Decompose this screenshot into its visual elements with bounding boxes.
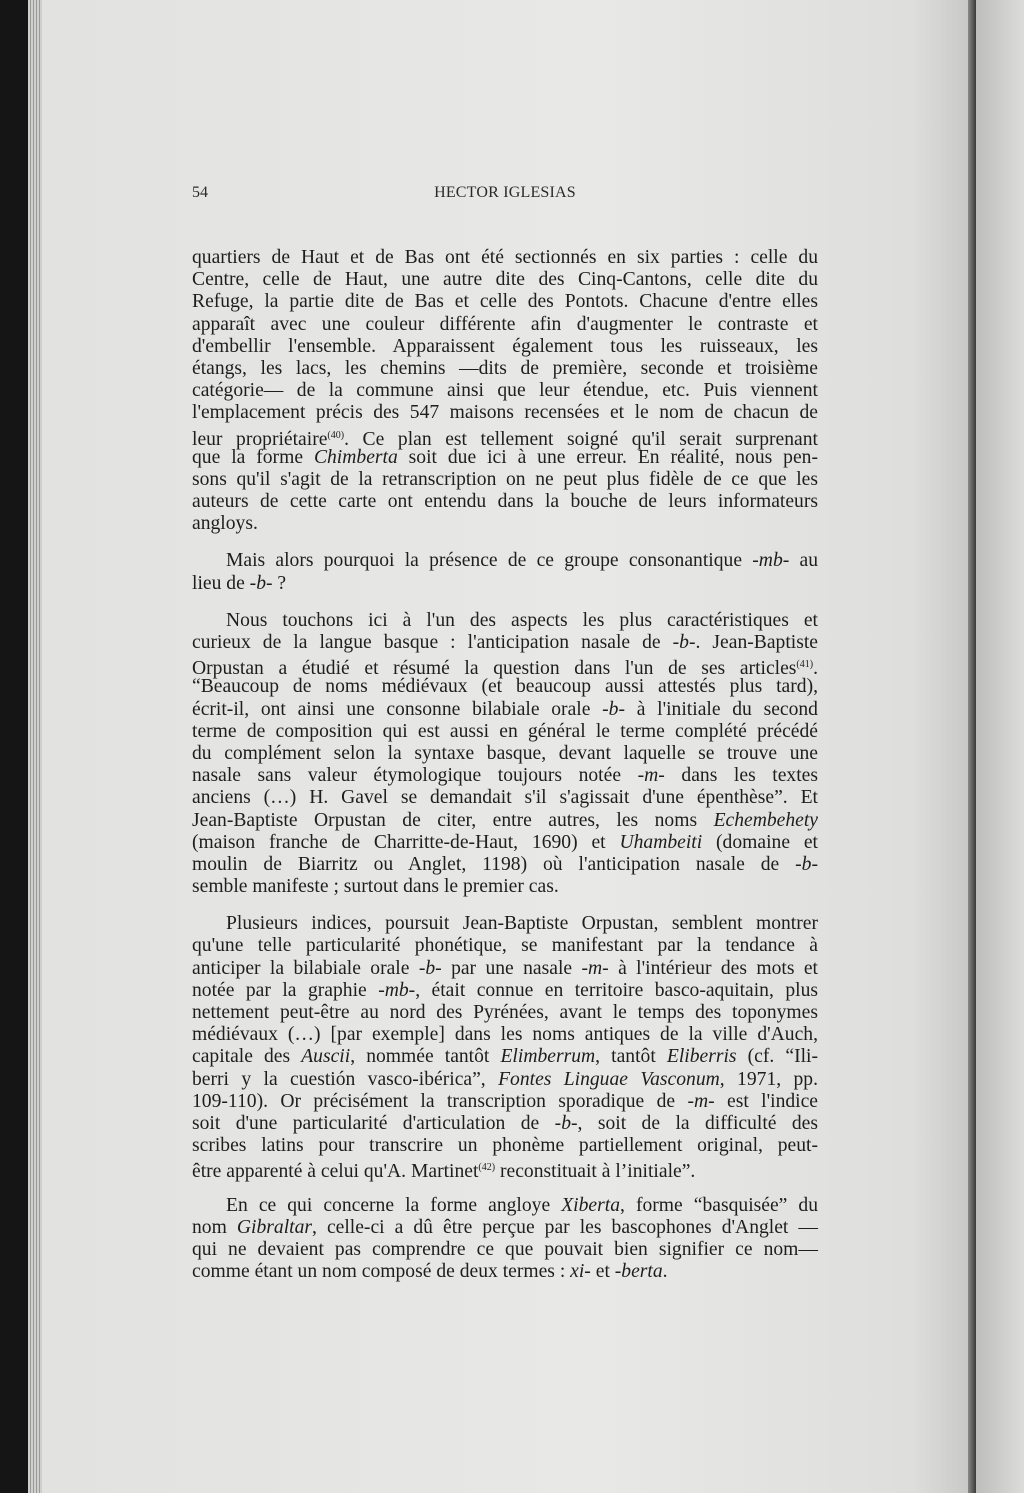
- text-line: [192, 336, 818, 358]
- italic-text: -berta: [614, 1261, 663, 1283]
- text-run: , 1971, pp.: [719, 1068, 818, 1090]
- text-run: (maison franche de Charritte-de-Haut, 1690) et: [192, 831, 620, 853]
- text-run: . Jean-Baptiste: [695, 632, 818, 653]
- text-run: Refuge, la partie dite de Bas et celle des Pontots. Chacune d'entre elles: [192, 291, 818, 313]
- text-line: [192, 469, 818, 491]
- text-line: [192, 935, 818, 957]
- text-run: angloys.: [192, 513, 258, 535]
- text-run: anciens (…) H. Gavel se demandait s'il s'agissait d'une épenthèse”. Et: [192, 787, 818, 809]
- text-line: [192, 632, 818, 654]
- text-line: [192, 876, 818, 898]
- text-run: 109-110). Or précisément la transcription sporadique de: [192, 1090, 688, 1112]
- text-run: .: [813, 658, 818, 680]
- text-line: [192, 550, 818, 572]
- text-run: apparaît avec une couleur différente afin d'augmenter le contraste et: [192, 313, 818, 335]
- text-run: dans les textes: [664, 765, 818, 787]
- text-line: [192, 743, 818, 765]
- text-run: l'emplacement précis des 547 maisons recensées et le nom de chacun de: [192, 402, 818, 424]
- text-line: [192, 380, 818, 402]
- italic-text: -m-: [637, 765, 665, 787]
- text-line: [192, 447, 818, 469]
- text-run: auteurs de cette carte ont entendu dans la bouche de leurs informateurs: [192, 491, 818, 513]
- text-run: , forme “basquisée” du: [620, 1194, 818, 1216]
- text-run: capitale des: [192, 1046, 302, 1068]
- paragraph: [192, 1195, 818, 1284]
- text-line: [192, 1091, 818, 1113]
- italic-text: Elimberrum: [500, 1046, 596, 1068]
- text-run: soit d'une particularité d'articulation de: [192, 1112, 555, 1134]
- text-run: , celle-ci a dû être perçue par les bascophones d'Anglet —: [312, 1216, 819, 1238]
- italic-text: -b-: [602, 698, 625, 720]
- text-run: sons qu'il s'agit de la retranscription on ne peut plus fidèle de ce que les: [192, 468, 818, 490]
- text-line: [192, 269, 818, 291]
- text-line: [192, 958, 818, 980]
- text-line: [192, 610, 818, 632]
- text-run: Mais alors pourquoi la présence de ce groupe consonantique: [226, 550, 753, 572]
- text-run: , nommée tantôt: [350, 1046, 501, 1068]
- text-line: [192, 699, 818, 721]
- text-run: Orpustan a étudié et résumé la question dans l'un de ses articles: [192, 658, 797, 680]
- italic-text: -b-: [249, 572, 273, 594]
- text-line: [192, 787, 818, 809]
- text-line: [192, 291, 818, 313]
- italic-text: xi-: [570, 1261, 591, 1283]
- text-line: [192, 1069, 818, 1091]
- text-run: médiévaux (…) [par exemple] dans les noms antiques de la ville d'Auch,: [192, 1024, 818, 1046]
- text-run: Nous touchons ici à l'un des aspects les plus caractéristiques et: [226, 609, 818, 631]
- footnote-ref: (42): [478, 1162, 496, 1174]
- italic-text: Xiberta: [561, 1194, 620, 1216]
- text-line: [192, 1002, 818, 1024]
- text-run: scribes latins pour transcrire un phonème partiellement original, peut-: [192, 1135, 818, 1157]
- italic-text: -b-: [418, 957, 442, 979]
- text-run: leur propriétaire: [192, 428, 328, 450]
- text-line: [192, 1135, 818, 1157]
- italic-text: Auscii: [301, 1046, 351, 1068]
- text-run: catégorie— de la commune ainsi que leur étendue, etc. Puis viennent: [192, 380, 818, 402]
- text-run: “Beaucoup de noms médiévaux (et beaucoup aussi attestés plus tard),: [192, 676, 818, 698]
- text-line: [192, 1113, 818, 1135]
- text-line: [192, 1157, 818, 1183]
- page-number: 54: [192, 184, 208, 201]
- text-run: étangs, les lacs, les chemins —dits de première, seconde et troisième: [192, 357, 818, 379]
- text-run: qui ne devaient pas comprendre ce que pouvait bien signifier ce nom—: [192, 1238, 818, 1260]
- text-run: (cf. “Ili-: [736, 1046, 819, 1068]
- text-line: [192, 1261, 818, 1283]
- text-run: moulin de Biarritz ou Anglet, 1198) où l'anticipation nasale de: [192, 853, 796, 875]
- text-line: [192, 314, 818, 336]
- body-text: [192, 247, 818, 1298]
- text-run: que la forme: [192, 446, 314, 468]
- text-run: au: [789, 550, 818, 572]
- text-line: [192, 1046, 818, 1068]
- italic-text: Uhambeiti: [619, 831, 703, 853]
- text-line: [192, 854, 818, 876]
- paragraph: [192, 247, 818, 535]
- text-run: terme de composition qui est aussi en général le terme complété précédé: [192, 720, 818, 742]
- text-run: curieux de la langue basque : l'anticipation nasale de: [192, 632, 673, 653]
- paragraph: [192, 550, 818, 594]
- text-run: , tantôt: [595, 1046, 667, 1068]
- text-line: [192, 980, 818, 1002]
- text-run: ?: [272, 572, 287, 594]
- book-gutter: [968, 0, 976, 1493]
- text-run: à l'initiale du second: [625, 698, 818, 720]
- text-run: à l'intérieur des mots et: [608, 957, 818, 979]
- footnote-ref: (40): [327, 429, 345, 441]
- text-run: et: [590, 1261, 615, 1283]
- text-line: [192, 573, 818, 595]
- text-line: [192, 402, 818, 424]
- text-run: par une nasale: [441, 957, 582, 979]
- text-run: anticiper la bilabiale orale: [192, 957, 419, 979]
- text-line: [192, 247, 818, 269]
- italic-text: Fontes Linguae Vasconum: [498, 1068, 720, 1090]
- italic-text: -m-: [581, 957, 609, 979]
- text-line: [192, 654, 818, 680]
- italic-text: Chimberta: [313, 446, 398, 468]
- text-run: d'embellir l'ensemble. Apparaissent également tous les ruisseaux, les: [192, 335, 818, 357]
- italic-text: -mb-: [752, 550, 790, 572]
- italic-text: -b-: [795, 853, 818, 875]
- text-run: qu'une telle particularité phonétique, se manifestant par la tendance à: [192, 935, 818, 957]
- paragraph: [192, 610, 818, 898]
- text-line: [192, 1239, 818, 1261]
- text-run: comme étant un nom composé de deux termes :: [192, 1261, 571, 1283]
- text-run: soit due ici à une erreur. En réalité, nous pen-: [397, 446, 818, 468]
- italic-text: Gibraltar: [236, 1216, 313, 1238]
- text-run: être apparenté à celui qu'A. Martinet: [192, 1161, 479, 1183]
- text-line: [192, 1024, 818, 1046]
- text-line: [192, 1195, 818, 1217]
- text-line: [192, 358, 818, 380]
- italic-text: Echembehety: [713, 809, 818, 831]
- text-line: [192, 810, 818, 832]
- text-run: quartiers de Haut et de Bas ont été sectionnés en six parties : celle du: [192, 247, 818, 268]
- text-run: .: [662, 1261, 668, 1283]
- text-line: [192, 425, 818, 450]
- italic-text: -b-: [672, 632, 696, 653]
- text-run: reconstituait à l’initiale”.: [495, 1161, 696, 1183]
- text-line: [192, 832, 818, 854]
- text-line: [192, 513, 818, 535]
- text-run: nettement peut-être au nord des Pyrénées, avant le temps des toponymes: [192, 1002, 818, 1023]
- text-run: . Ce plan est tellement soigné qu'il serait surprenant: [344, 428, 818, 450]
- text-run: écrit-il, ont ainsi une consonne bilabiale orale: [192, 698, 603, 720]
- running-title: HECTOR IGLESIAS: [434, 184, 576, 201]
- text-run: Plusieurs indices, poursuit Jean-Baptiste Orpustan, semblent montrer: [226, 913, 818, 935]
- text-line: [192, 1217, 818, 1239]
- text-run: , soit de la difficulté des: [577, 1112, 818, 1134]
- text-run: Centre, celle de Haut, une autre dite des Cinq-Cantons, celle dite du: [192, 269, 818, 291]
- text-run: lieu de: [192, 572, 250, 594]
- text-run: semble manifeste ; surtout dans le premier cas.: [192, 876, 559, 898]
- facing-page-edge: [976, 0, 1024, 1493]
- text-run: est l'indice: [714, 1090, 818, 1112]
- paragraph: [192, 913, 819, 1183]
- text-run: En ce qui concerne la forme angloye: [226, 1194, 562, 1216]
- text-line: [192, 491, 818, 513]
- italic-text: -mb-: [378, 979, 416, 1001]
- text-line: [192, 913, 818, 935]
- footnote-ref: (41): [796, 659, 814, 671]
- text-run: (domaine et: [702, 831, 818, 853]
- page-stack-edges: [28, 0, 42, 1493]
- text-line: [192, 765, 818, 787]
- text-run: Jean-Baptiste Orpustan de citer, entre autres, les noms: [192, 809, 714, 831]
- italic-text: -b-: [554, 1112, 578, 1134]
- text-run: nom: [192, 1216, 237, 1238]
- italic-text: Eliberris: [666, 1046, 737, 1068]
- text-run: nasale sans valeur étymologique toujours notée: [192, 765, 638, 787]
- text-run: , était connue en territoire basco-aquitain, plus: [415, 979, 818, 1001]
- italic-text: -m-: [687, 1090, 715, 1112]
- text-line: [192, 721, 818, 743]
- text-run: berri y la cuestión vasco-ibérica”,: [192, 1068, 499, 1090]
- text-run: notée par la graphie: [192, 979, 379, 1001]
- text-line: [192, 676, 818, 698]
- text-run: du complément selon la syntaxe basque, devant laquelle se trouve une: [192, 742, 818, 764]
